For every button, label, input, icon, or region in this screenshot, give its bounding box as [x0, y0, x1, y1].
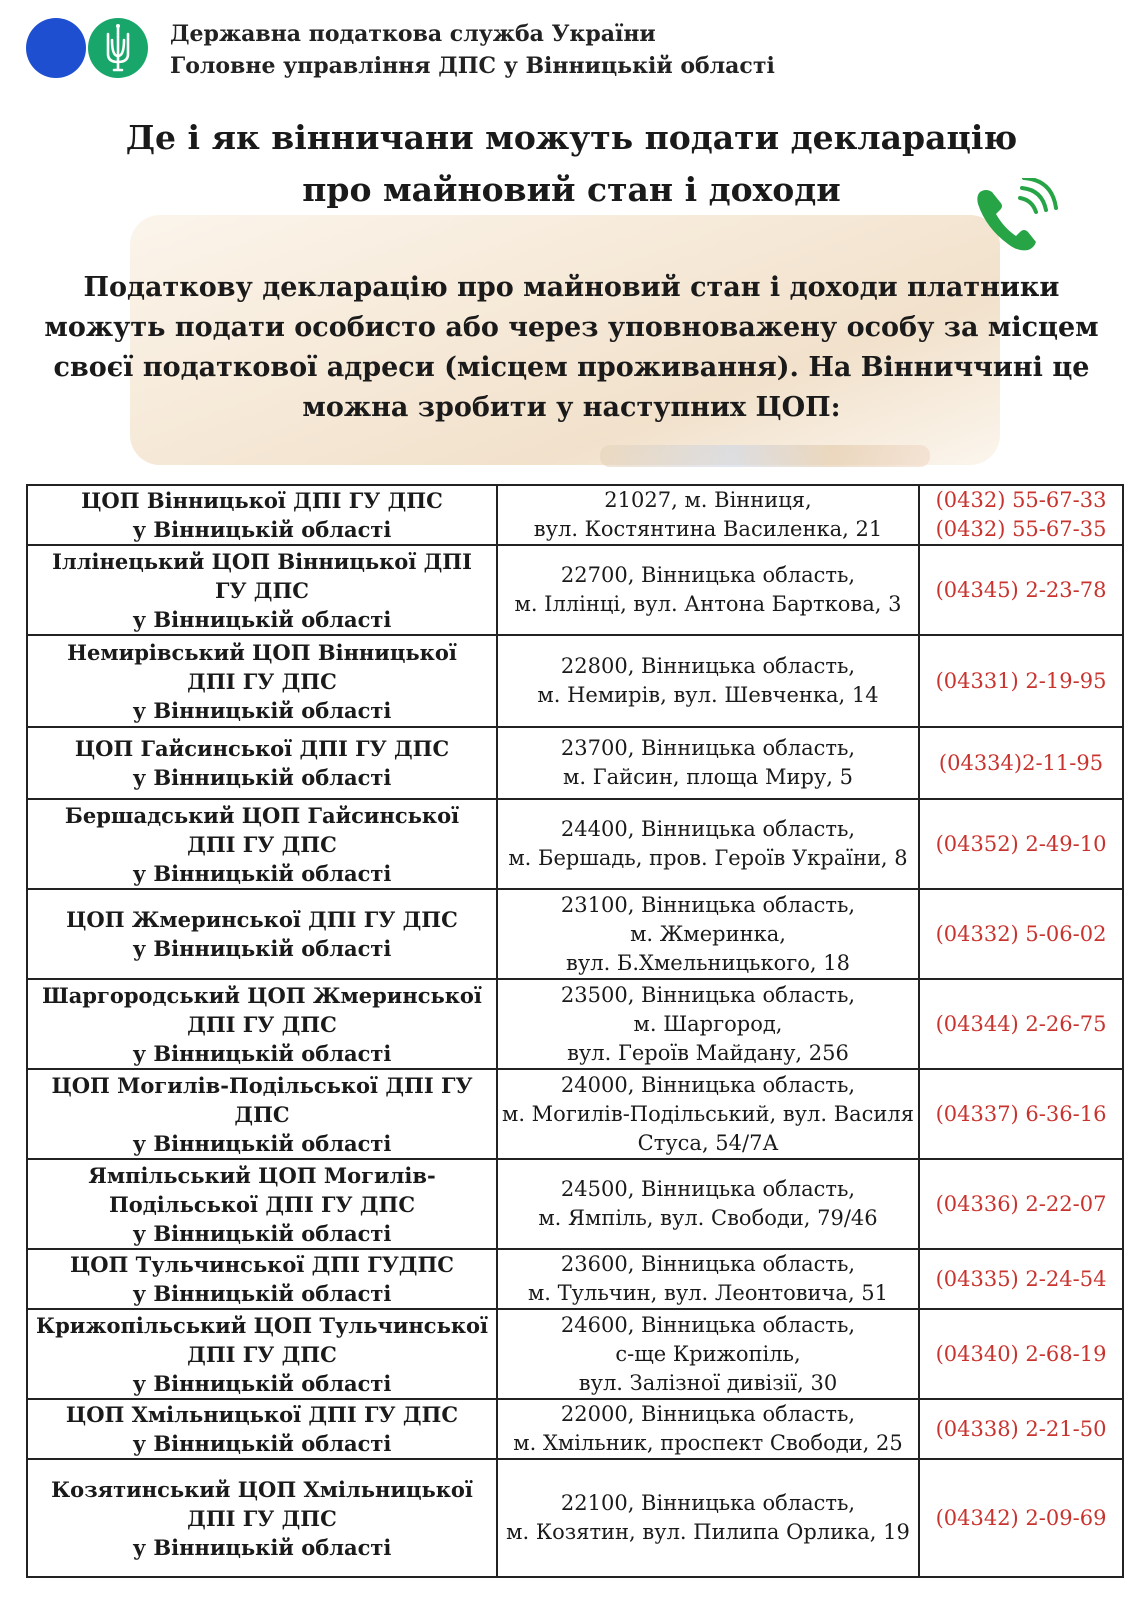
- table-row: [27, 799, 1123, 889]
- background-keyboard: [600, 445, 930, 467]
- phone-number: (04334)2-11-95: [938, 750, 1104, 775]
- office-name-cell: [27, 799, 497, 889]
- phone-number: (04338) 2-21-50: [935, 1416, 1107, 1441]
- phone-number: (04336) 2-22-07: [935, 1191, 1107, 1216]
- phone-number: (04342) 2-09-69: [935, 1505, 1107, 1530]
- office-name-cell: [27, 1399, 497, 1459]
- phone-call-icon: [970, 178, 1060, 260]
- address-cell: [497, 979, 919, 1069]
- phone-number: (04331) 2-19-95: [935, 668, 1107, 693]
- phone-number: (0432) 55-67-33: [935, 488, 1107, 512]
- office-name-cell: [27, 727, 497, 799]
- address-line: 24000, Вінницька область,: [560, 1072, 856, 1097]
- address-line: 21027, м. Вінниця,: [604, 488, 812, 512]
- address-cell: [497, 1069, 919, 1159]
- office-name-cell: [27, 635, 497, 727]
- address-line: вул. Костянтина Василенка, 21: [533, 517, 883, 541]
- agency-name: [170, 18, 775, 82]
- address-line: вул. Героїв Майдану, 256: [567, 1040, 849, 1065]
- office-name-line: у Вінницькій області: [132, 606, 392, 632]
- intro-line: можна зробити у наступних ЦОП:: [302, 392, 841, 423]
- phone-cell: [919, 799, 1123, 889]
- intro-line: можуть подати особисто або через уповноважену особу за місцем: [44, 312, 1099, 343]
- table-row: [27, 979, 1123, 1069]
- office-name-line: у Вінницькій області: [132, 697, 392, 723]
- office-name-cell: [27, 1249, 497, 1309]
- office-name-line: ДПС: [234, 1101, 290, 1127]
- address-line: м. Немирів, вул. Шевченка, 14: [537, 683, 879, 707]
- phone-number: (04332) 5-06-02: [935, 921, 1107, 946]
- office-name-line: Ямпільський ЦОП Могилів-: [88, 1162, 436, 1188]
- phone-cell: [919, 485, 1123, 545]
- office-name-line: Іллінецький ЦОП Вінницької ДПІ: [52, 548, 472, 574]
- address-cell: [497, 1459, 919, 1577]
- circle-logo-icon: [26, 18, 86, 78]
- phone-cell: [919, 1249, 1123, 1309]
- address-line: с-ще Крижопіль,: [615, 1341, 801, 1366]
- office-name-line: у Вінницькій області: [132, 1281, 392, 1306]
- address-cell: [497, 1309, 919, 1399]
- office-name-line: Немирівський ЦОП Вінницької: [67, 639, 457, 665]
- office-name-line: ДПІ ГУ ДПС: [187, 668, 337, 694]
- office-name-line: у Вінницькій області: [132, 1130, 392, 1156]
- intro-line: своєї податкової адреси (місцем проживання). На Вінниччині це: [53, 352, 1090, 383]
- office-name-line: у Вінницькій області: [132, 1431, 392, 1456]
- address-line: м. Тульчин, вул. Леонтовича, 51: [527, 1281, 889, 1305]
- office-name-cell: [27, 979, 497, 1069]
- phone-number: (04345) 2-23-78: [935, 577, 1107, 602]
- phone-number: (0432) 55-67-35: [935, 517, 1107, 541]
- address-line: м. Жмеринка,: [630, 921, 786, 946]
- office-name-line: ЦОП Вінницької ДПІ ГУ ДПС: [81, 488, 443, 513]
- phone-number: (04340) 2-68-19: [935, 1341, 1107, 1366]
- office-name-line: у Вінницькій області: [132, 860, 392, 886]
- office-name-cell: [27, 1309, 497, 1399]
- address-line: 24600, Вінницька область,: [560, 1312, 856, 1337]
- office-name-line: у Вінницькій області: [132, 936, 392, 961]
- address-cell: [497, 1249, 919, 1309]
- office-name-cell: [27, 485, 497, 545]
- address-cell: [497, 1159, 919, 1249]
- address-line: 23500, Вінницька область,: [560, 982, 856, 1007]
- phone-cell: [919, 889, 1123, 979]
- phone-cell: [919, 1159, 1123, 1249]
- address-line: м. Хмільник, проспект Свободи, 25: [513, 1431, 903, 1455]
- address-line: 23600, Вінницька область,: [560, 1252, 856, 1276]
- address-cell: [497, 799, 919, 889]
- table-row: [27, 1069, 1123, 1159]
- address-line: м. Козятин, вул. Пилипа Орлика, 19: [506, 1520, 910, 1544]
- table-row: [27, 1249, 1123, 1309]
- address-cell: [497, 889, 919, 979]
- address-line: м. Бершадь, пров. Героїв України, 8: [508, 846, 908, 870]
- phone-cell: [919, 1399, 1123, 1459]
- office-name-line: у Вінницькій області: [132, 1040, 392, 1066]
- address-line: 22000, Вінницька область,: [560, 1402, 856, 1426]
- phone-number: (04352) 2-49-10: [935, 831, 1107, 856]
- table-row: [27, 727, 1123, 799]
- address-line: м. Могилів-Подільський, вул. Василя: [501, 1101, 914, 1126]
- address-line: м. Ямпіль, вул. Свободи, 79/46: [538, 1206, 878, 1230]
- table-row: [27, 635, 1123, 727]
- phone-number: (04337) 6-36-16: [935, 1101, 1107, 1126]
- office-name-line: у Вінницькій області: [132, 1220, 392, 1246]
- table-row: [27, 545, 1123, 635]
- agency-name-line: Державна податкова служба України: [170, 21, 656, 47]
- address-cell: [497, 545, 919, 635]
- address-line: 22800, Вінницька область,: [560, 654, 856, 678]
- address-cell: [497, 1399, 919, 1459]
- intro-line: Податкову декларацію про майновий стан і доходи платники: [83, 272, 1060, 303]
- office-name-line: ЦОП Тульчинської ДПІ ГУДПС: [69, 1252, 455, 1277]
- phone-cell: [919, 635, 1123, 727]
- office-name-line: ДПІ ГУ ДПС: [187, 1011, 337, 1037]
- phone-cell: [919, 727, 1123, 799]
- address-cell: [497, 727, 919, 799]
- address-line: м. Гайсин, площа Миру, 5: [563, 765, 853, 789]
- office-name-line: ЦОП Могилів-Подільської ДПІ ГУ: [51, 1072, 473, 1098]
- address-line: 22700, Вінницька область,: [560, 563, 856, 587]
- address-line: 24500, Вінницька область,: [560, 1177, 856, 1201]
- office-name-line: ДПІ ГУ ДПС: [187, 831, 337, 857]
- office-name-line: ДПІ ГУ ДПС: [187, 1505, 337, 1531]
- office-name-line: Козятинський ЦОП Хмільницької: [51, 1476, 473, 1502]
- office-name-line: ЦОП Жмеринської ДПІ ГУ ДПС: [66, 907, 458, 932]
- office-name-line: Бершадський ЦОП Гайсинської: [64, 802, 460, 828]
- offices-table: [26, 484, 1124, 1578]
- table-row: [27, 889, 1123, 979]
- office-name-line: ДПІ ГУ ДПС: [187, 1341, 337, 1367]
- phone-number: (04335) 2-24-54: [935, 1266, 1107, 1291]
- office-name-line: Шаргородський ЦОП Жмеринської: [42, 982, 482, 1008]
- page-title-line: про майновий стан і доходи: [302, 170, 841, 209]
- address-line: 23700, Вінницька область,: [560, 736, 856, 760]
- office-name-cell: [27, 1159, 497, 1249]
- page-title-line: Де і як вінничани можуть подати декларацію: [125, 118, 1018, 157]
- office-name-line: у Вінницькій області: [132, 1534, 392, 1560]
- address-cell: [497, 485, 919, 545]
- office-name-line: ЦОП Гайсинської ДПІ ГУ ДПС: [74, 736, 450, 761]
- address-line: 22100, Вінницька область,: [560, 1491, 856, 1515]
- office-name-cell: [27, 1069, 497, 1159]
- office-name-cell: [27, 545, 497, 635]
- intro-paragraph: [40, 268, 1103, 428]
- table-row: [27, 1159, 1123, 1249]
- address-line: 23100, Вінницька область,: [560, 892, 856, 917]
- office-name-line: у Вінницькій області: [132, 517, 392, 542]
- phone-cell: [919, 1459, 1123, 1577]
- table-row: [27, 1309, 1123, 1399]
- address-line: 24400, Вінницька область,: [560, 817, 856, 841]
- address-line: вул. Б.Хмельницького, 18: [566, 950, 850, 975]
- office-name-cell: [27, 889, 497, 979]
- office-name-line: ГУ ДПС: [214, 577, 310, 603]
- phone-cell: [919, 1069, 1123, 1159]
- phone-cell: [919, 1309, 1123, 1399]
- table-row: [27, 1399, 1123, 1459]
- phone-number: (04344) 2-26-75: [935, 1011, 1107, 1036]
- table-row: [27, 485, 1123, 545]
- office-name-line: Подільської ДПІ ГУ ДПС: [108, 1191, 416, 1217]
- office-name-line: у Вінницькій області: [132, 765, 392, 790]
- office-name-line: у Вінницькій області: [132, 1370, 392, 1396]
- office-name-cell: [27, 1459, 497, 1577]
- address-cell: [497, 635, 919, 727]
- address-line: вул. Залізної дивізії, 30: [578, 1370, 838, 1395]
- table-row: [27, 1459, 1123, 1577]
- trident-emblem-icon: [88, 18, 148, 78]
- address-line: м. Іллінці, вул. Антона Барткова, 3: [514, 592, 902, 616]
- phone-cell: [919, 979, 1123, 1069]
- agency-department-line: Головне управління ДПС у Вінницькій області: [170, 53, 775, 79]
- phone-cell: [919, 545, 1123, 635]
- office-name-line: ЦОП Хмільницької ДПІ ГУ ДПС: [65, 1402, 459, 1427]
- address-line: м. Шаргород,: [633, 1011, 783, 1036]
- address-line: Стуса, 54/7А: [637, 1130, 779, 1155]
- office-name-line: Крижопільський ЦОП Тульчинської: [35, 1312, 488, 1338]
